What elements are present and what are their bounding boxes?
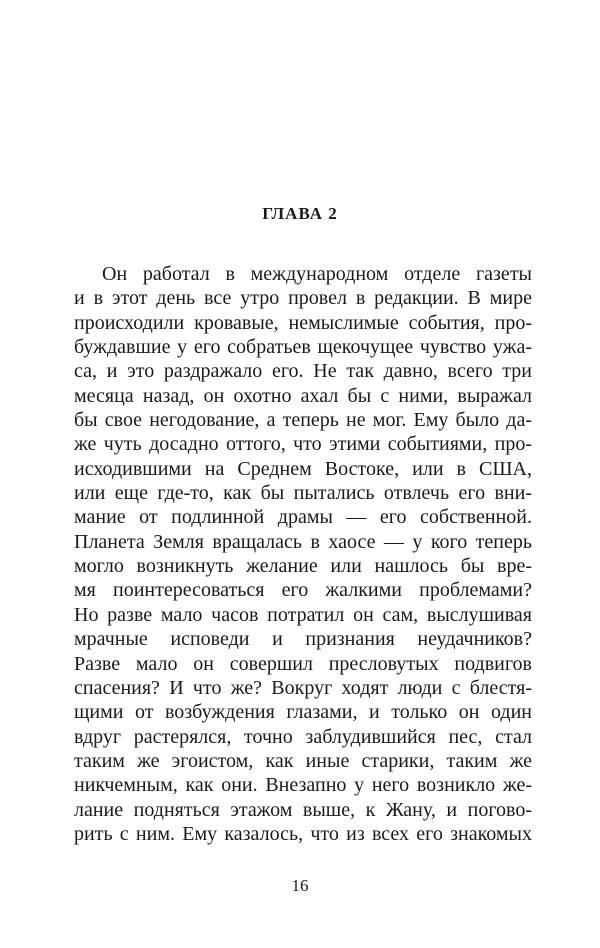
text-line: же чуть досадно оттого, что этими событиями, про-: [74, 433, 532, 456]
text-line: Разве мало он совершил пресловутых подвигов: [74, 652, 532, 675]
text-line: вдруг растерялся, точно заблудившийся пес, стал: [74, 725, 532, 748]
text-line: са, и это раздражало его. Не так давно, всего три: [74, 360, 532, 383]
text-line: месяца назад, он охотно ахал бы с ними, выражал: [74, 384, 532, 407]
text-line: и в этот день все утро провел в редакции. В мире: [74, 287, 532, 310]
chapter-title: ГЛАВА 2: [262, 204, 338, 223]
text-line: исходившими на Среднем Востоке, или в США,: [74, 457, 532, 480]
text-line: таким же эгоистом, как иные старики, таким же: [74, 749, 532, 772]
text-line: бы свое негодование, а теперь не мог. Ему было да-: [74, 409, 532, 432]
text-line: буждавшие у его собратьев щекочущее чувство ужа-: [74, 336, 532, 359]
text-line: мание от подлинной драмы — его собственной.: [74, 506, 532, 529]
text-line: щими от возбуждения глазами, и только он один: [74, 701, 532, 724]
text-line: мя поинтересоваться его жалкими проблемами?: [74, 579, 532, 602]
body-text: [74, 262, 532, 846]
text-line: спасения? И что же? Вокруг ходят люди с блестя-: [74, 676, 532, 699]
text-line: могло возникнуть желание или нашлось бы вре-: [74, 555, 532, 578]
text-line: лание подняться этажом выше, к Жану, и погово-: [74, 798, 532, 821]
text-line: Планета Земля вращалась в хаосе — у кого теперь: [74, 530, 532, 553]
page-number: 16: [291, 876, 309, 895]
text-line: Но разве мало часов потратил он сам, выслушивая: [74, 603, 532, 626]
text-line: Он работал в международном отделе газеты: [102, 263, 532, 285]
text-line: происходили кровавые, немыслимые события, про-: [74, 311, 532, 334]
text-line: мрачные исповеди и признания неудачников?: [74, 628, 532, 651]
text-line: или еще где-то, как бы пытались отвлечь его вни-: [74, 482, 532, 505]
text-line: никчемным, как они. Внезапно у него возникло же-: [74, 774, 532, 797]
text-line: рить с ним. Ему казалось, что из всех его знакомых: [74, 822, 532, 845]
